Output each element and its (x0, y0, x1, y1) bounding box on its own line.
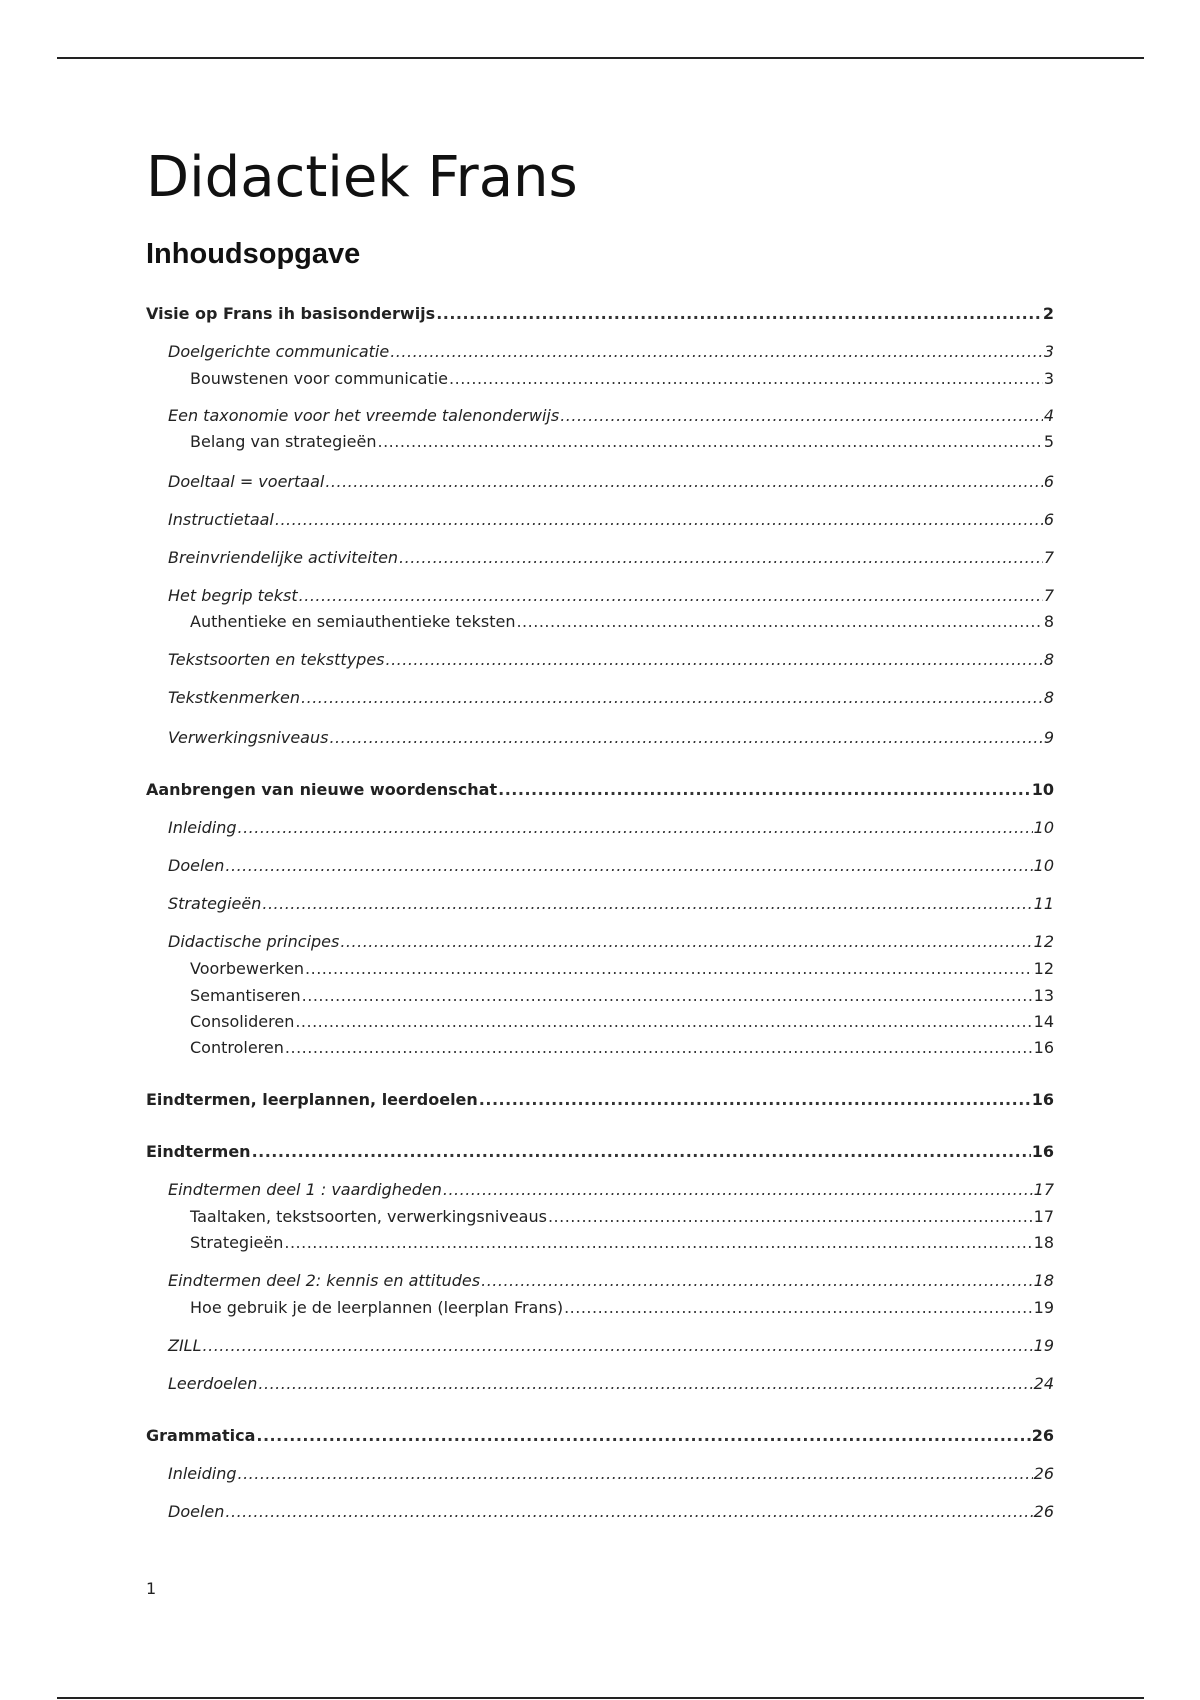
toc-entry-level-2[interactable] (168, 1372, 1054, 1396)
toc-dot-leader (238, 816, 1033, 840)
toc-dot-leader (481, 1269, 1033, 1293)
toc-entry-level-3[interactable] (190, 610, 1054, 634)
page-number: 1 (146, 1579, 157, 1598)
toc-entry-level-3[interactable] (190, 957, 1054, 981)
toc-entry-level-2[interactable] (168, 726, 1054, 750)
toc-entry-level-1[interactable] (146, 302, 1054, 326)
toc-entry-label: Eindtermen, leerplannen, leerdoelen (146, 1090, 478, 1109)
toc-dot-leader (305, 957, 1033, 981)
toc-dot-leader (275, 508, 1043, 532)
toc-dot-leader (299, 584, 1043, 608)
toc-entry-level-2[interactable] (168, 930, 1054, 954)
toc-dot-leader (548, 1205, 1033, 1229)
toc-entry-level-2[interactable] (168, 686, 1054, 710)
toc-entry-level-2[interactable] (168, 340, 1054, 364)
toc-dot-leader (564, 1296, 1033, 1320)
toc-dot-leader (225, 1500, 1032, 1524)
toc-entry-label: Doelen (168, 1502, 225, 1521)
toc-entry-page-number: 13 (1033, 986, 1054, 1005)
bottom-rule (57, 1697, 1144, 1699)
toc-dot-leader (325, 470, 1043, 494)
toc-entry-level-2[interactable] (168, 854, 1054, 878)
toc-entry-page-number: 19 (1033, 1298, 1054, 1317)
toc-dot-leader (262, 892, 1032, 916)
toc-entry-label: Eindtermen deel 2: kennis en attitudes (168, 1271, 481, 1290)
toc-entry-page-number: 12 (1033, 959, 1054, 978)
toc-entry-page-number: 18 (1033, 1233, 1054, 1252)
toc-entry-level-2[interactable] (168, 1178, 1054, 1202)
toc-entry-label: Controleren (190, 1038, 284, 1057)
toc-entry-page-number: 10 (1033, 856, 1054, 875)
toc-entry-level-2[interactable] (168, 508, 1054, 532)
toc-dot-leader (498, 778, 1031, 802)
toc-entry-label: Inleiding (168, 1464, 237, 1483)
toc-heading: Inhoudsopgave (146, 238, 361, 270)
toc-entry-label: ZILL (168, 1336, 202, 1355)
toc-entry-label: Eindtermen (146, 1142, 251, 1161)
toc-dot-leader (479, 1088, 1031, 1112)
toc-entry-page-number: 8 (1043, 612, 1054, 631)
document-title: Didactiek Frans (146, 145, 578, 210)
toc-entry-page-number: 19 (1033, 1336, 1054, 1355)
toc-entry-level-3[interactable] (190, 984, 1054, 1008)
toc-entry-level-2[interactable] (168, 648, 1054, 672)
toc-dot-leader (390, 340, 1043, 364)
toc-dot-leader (340, 930, 1032, 954)
toc-entry-label: Bouwstenen voor communicatie (190, 369, 449, 388)
toc-entry-level-1[interactable] (146, 1088, 1054, 1112)
toc-entry-level-3[interactable] (190, 367, 1054, 391)
toc-entry-level-2[interactable] (168, 1334, 1054, 1358)
toc-entry-label: Verwerkingsniveaus (168, 728, 329, 747)
toc-entry-label: Didactische principes (168, 932, 340, 951)
toc-entry-page-number: 17 (1033, 1180, 1054, 1199)
toc-entry-level-3[interactable] (190, 1205, 1054, 1229)
toc-entry-page-number: 26 (1033, 1464, 1054, 1483)
toc-dot-leader (329, 726, 1042, 750)
toc-entry-level-2[interactable] (168, 584, 1054, 608)
toc-dot-leader (436, 302, 1042, 326)
toc-entry-level-2[interactable] (168, 1462, 1054, 1486)
toc-entry-page-number: 12 (1033, 932, 1054, 951)
toc-entry-label: Leerdoelen (168, 1374, 258, 1393)
toc-entry-label: Doelgerichte communicatie (168, 342, 390, 361)
toc-entry-label: Authentieke en semiauthentieke teksten (190, 612, 516, 631)
toc-entry-label: Semantiseren (190, 986, 301, 1005)
toc-entry-page-number: 8 (1043, 688, 1054, 707)
toc-entry-page-number: 10 (1031, 780, 1054, 799)
toc-dot-leader (285, 1036, 1033, 1060)
toc-entry-level-2[interactable] (168, 404, 1054, 428)
toc-entry-page-number: 3 (1043, 369, 1054, 388)
toc-entry-page-number: 2 (1042, 304, 1054, 323)
toc-entry-page-number: 17 (1033, 1207, 1054, 1226)
toc-entry-level-2[interactable] (168, 892, 1054, 916)
toc-entry-page-number: 16 (1031, 1090, 1054, 1109)
toc-entry-label: Een taxonomie voor het vreemde talenonderwijs (168, 406, 560, 425)
toc-entry-page-number: 6 (1043, 510, 1054, 529)
toc-entry-page-number: 16 (1031, 1142, 1054, 1161)
toc-dot-leader (302, 984, 1033, 1008)
toc-entry-label: Belang van strategieën (190, 432, 377, 451)
toc-dot-leader (256, 1424, 1030, 1448)
toc-entry-page-number: 7 (1043, 586, 1054, 605)
toc-entry-level-2[interactable] (168, 1269, 1054, 1293)
toc-entry-page-number: 26 (1031, 1426, 1054, 1445)
toc-entry-label: Taaltaken, tekstsoorten, verwerkingsniveaus (190, 1207, 547, 1226)
toc-entry-page-number: 14 (1033, 1012, 1054, 1031)
toc-entry-level-2[interactable] (168, 546, 1054, 570)
toc-dot-leader (560, 404, 1043, 428)
toc-entry-page-number: 7 (1043, 548, 1054, 567)
toc-entry-label: Visie op Frans ih basisonderwijs (146, 304, 436, 323)
toc-entry-page-number: 5 (1043, 432, 1054, 451)
toc-entry-page-number: 11 (1033, 894, 1054, 913)
toc-dot-leader (284, 1231, 1032, 1255)
toc-entry-page-number: 24 (1033, 1374, 1054, 1393)
toc-entry-level-2[interactable] (168, 1500, 1054, 1524)
toc-entry-label: Hoe gebruik je de leerplannen (leerplan Frans) (190, 1298, 564, 1317)
toc-dot-leader (386, 648, 1043, 672)
toc-entry-page-number: 6 (1043, 472, 1054, 491)
toc-entry-page-number: 8 (1043, 650, 1054, 669)
toc-entry-level-1[interactable] (146, 778, 1054, 802)
toc-dot-leader (449, 367, 1043, 391)
toc-entry-page-number: 18 (1033, 1271, 1054, 1290)
toc-dot-leader (225, 854, 1032, 878)
toc-dot-leader (252, 1140, 1031, 1164)
toc-dot-leader (203, 1334, 1033, 1358)
toc-entry-label: Consolideren (190, 1012, 295, 1031)
toc-entry-label: Het begrip tekst (168, 586, 298, 605)
toc-entry-label: Instructietaal (168, 510, 274, 529)
toc-entry-level-3[interactable] (190, 1231, 1054, 1255)
table-of-contents (146, 0, 1054, 1600)
toc-dot-leader (238, 1462, 1033, 1486)
toc-entry-label: Eindtermen deel 1 : vaardigheden (168, 1180, 442, 1199)
toc-entry-page-number: 9 (1043, 728, 1054, 747)
toc-dot-leader (378, 430, 1043, 454)
toc-entry-label: Voorbewerken (190, 959, 305, 978)
toc-entry-page-number: 26 (1033, 1502, 1054, 1521)
toc-entry-level-2[interactable] (168, 470, 1054, 494)
toc-entry-page-number: 16 (1033, 1038, 1054, 1057)
toc-entry-level-3[interactable] (190, 1296, 1054, 1320)
toc-entry-level-1[interactable] (146, 1424, 1054, 1448)
toc-entry-label: Strategieën (168, 894, 262, 913)
toc-entry-label: Doeltaal = voertaal (168, 472, 325, 491)
toc-entry-page-number: 3 (1043, 342, 1054, 361)
toc-dot-leader (399, 546, 1043, 570)
toc-dot-leader (443, 1178, 1033, 1202)
toc-dot-leader (301, 686, 1043, 710)
toc-entry-label: Breinvriendelijke activiteiten (168, 548, 399, 567)
toc-entry-label: Strategieën (190, 1233, 284, 1252)
toc-entry-label: Tekstsoorten en teksttypes (168, 650, 385, 669)
toc-entry-level-2[interactable] (168, 816, 1054, 840)
toc-entry-label: Aanbrengen van nieuwe woordenschat (146, 780, 498, 799)
toc-dot-leader (258, 1372, 1032, 1396)
toc-entry-page-number: 10 (1033, 818, 1054, 837)
toc-entry-page-number: 4 (1043, 406, 1054, 425)
toc-entry-level-1[interactable] (146, 1140, 1054, 1164)
toc-entry-label: Tekstkenmerken (168, 688, 301, 707)
toc-entry-label: Doelen (168, 856, 225, 875)
toc-entry-level-3[interactable] (190, 430, 1054, 454)
toc-entry-label: Grammatica (146, 1426, 256, 1445)
toc-dot-leader (516, 610, 1042, 634)
toc-entry-level-3[interactable] (190, 1036, 1054, 1060)
toc-dot-leader (295, 1010, 1032, 1034)
toc-entry-level-3[interactable] (190, 1010, 1054, 1034)
toc-entry-label: Inleiding (168, 818, 237, 837)
